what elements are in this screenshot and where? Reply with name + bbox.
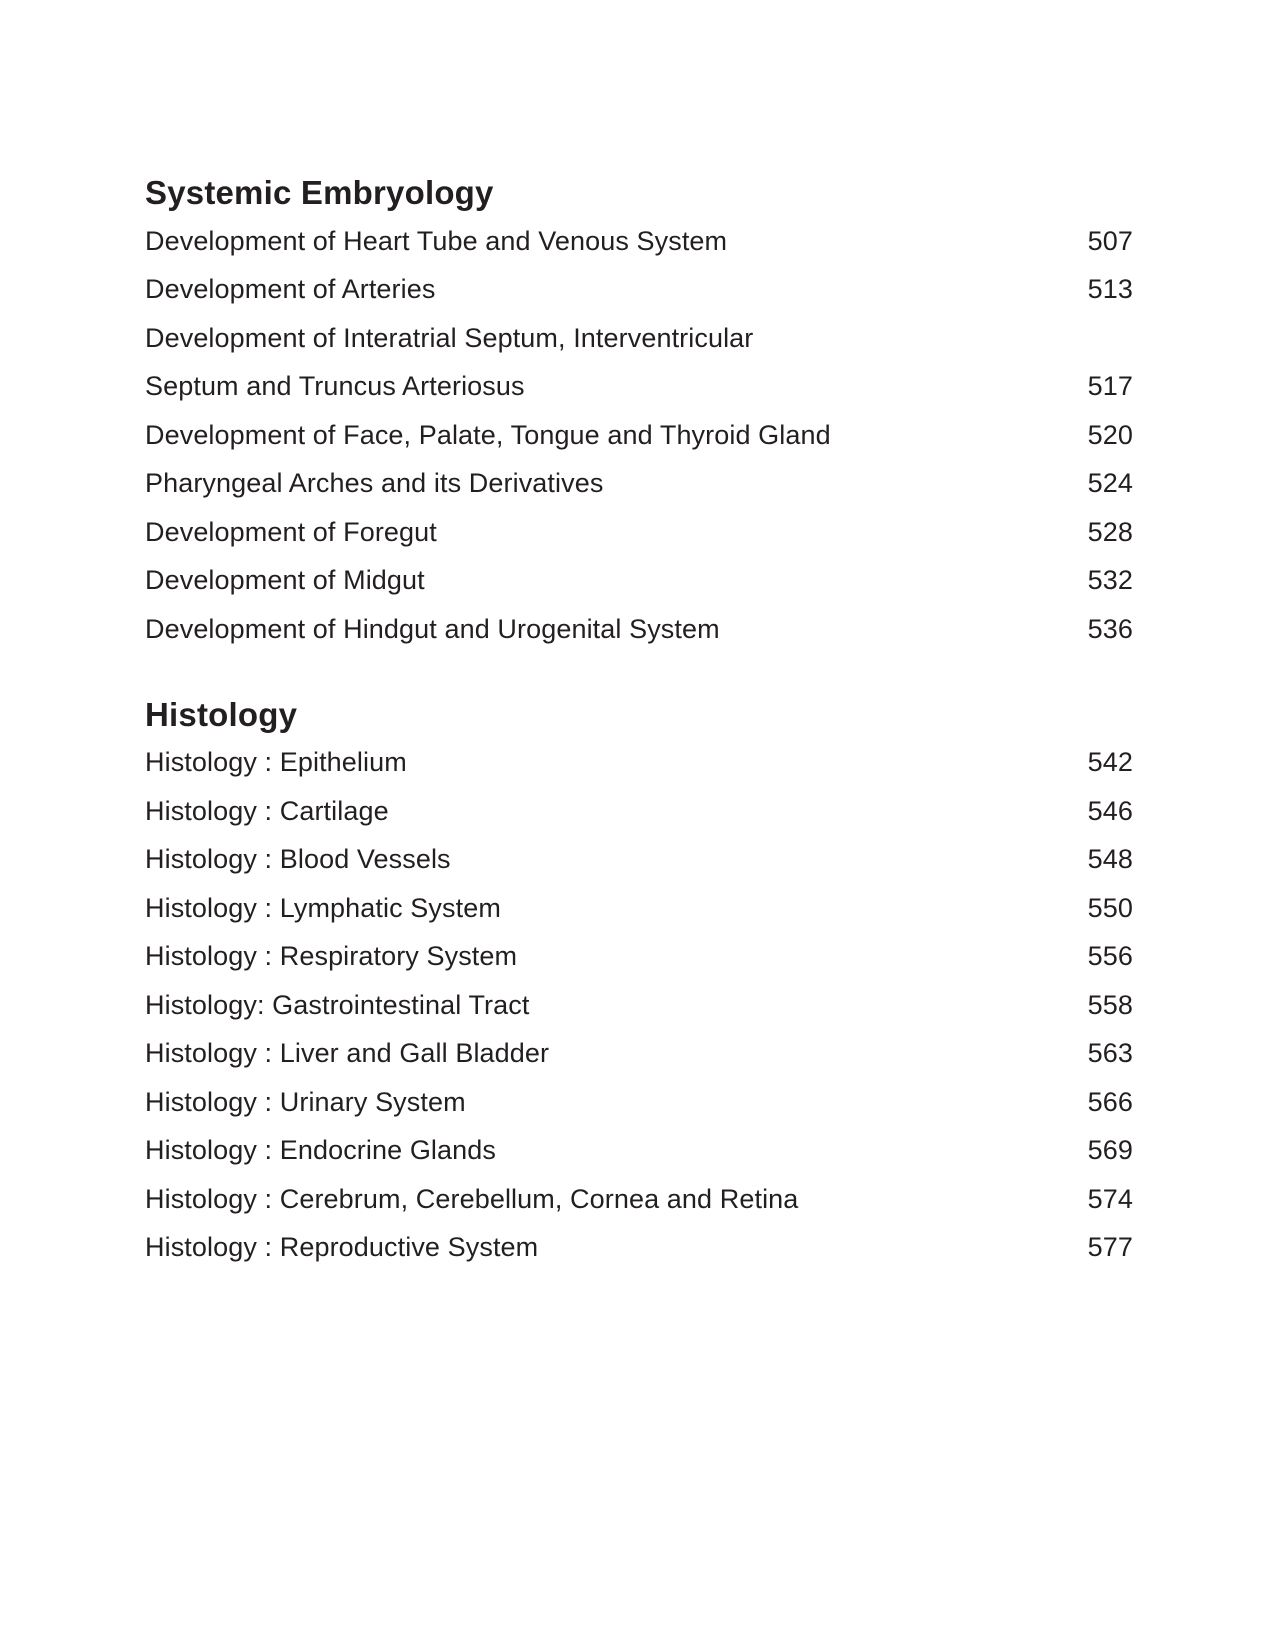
toc-entry-row [145,605,1133,654]
entry-title: Development of Arteries [145,274,436,305]
entry-page: 520 [1087,419,1133,450]
entry-page: 556 [1087,941,1133,972]
toc [145,169,1133,1272]
entry-page: 546 [1087,795,1133,826]
toc-entry-row [145,411,1133,460]
entry-title: Histology : Lymphatic System [145,892,501,923]
entry-title: Histology : Reproductive System [145,1232,539,1263]
toc-entry-row [145,266,1133,315]
entry-page: 558 [1087,989,1133,1020]
entry-title: Development of Hindgut and Urogenital System [145,613,720,644]
entry-page: 550 [1087,892,1133,923]
entry-title: Septum and Truncus Arteriosus [145,371,525,402]
entry-page: 517 [1087,371,1133,402]
entry-page: 532 [1087,565,1133,596]
entry-title: Development of Foregut [145,516,437,547]
toc-entry-row [145,787,1133,836]
entry-title: Development of Interatrial Septum, Interventricular [145,322,754,353]
toc-entry-row [145,1127,1133,1176]
entry-page: 542 [1087,747,1133,778]
entry-title: Histology : Blood Vessels [145,844,451,875]
toc-section [145,691,1133,1273]
entry-page: 569 [1087,1135,1133,1166]
toc-entry-row [145,217,1133,266]
entry-title: Histology : Cerebrum, Cerebellum, Cornea and Retina [145,1183,799,1214]
toc-entry-row [145,1175,1133,1224]
toc-entry-row [145,363,1133,412]
entry-page: 536 [1087,613,1133,644]
toc-entry-row [145,557,1133,606]
entry-title: Histology : Respiratory System [145,941,518,972]
entry-page: 548 [1087,844,1133,875]
entry-page: 524 [1087,468,1133,499]
entry-title: Pharyngeal Arches and its Derivatives [145,468,604,499]
entry-page: 577 [1087,1232,1133,1263]
toc-entry-row [145,836,1133,885]
toc-entry-row [145,1030,1133,1079]
toc-section [145,169,1133,654]
entry-title: Histology : Epithelium [145,747,407,778]
entry-title: Histology : Endocrine Glands [145,1135,496,1166]
toc-entry-row [145,981,1133,1030]
entry-title: Histology : Cartilage [145,795,389,826]
section-heading: Histology [145,695,298,733]
entry-title: Development of Heart Tube and Venous System [145,225,728,256]
toc-entry-row [145,739,1133,788]
toc-entry-row [145,1224,1133,1273]
entry-title: Development of Midgut [145,565,425,596]
entry-page: 528 [1087,516,1133,547]
toc-entry-row [145,460,1133,509]
entry-title: Histology : Urinary System [145,1086,466,1117]
entry-page: 507 [1087,225,1133,256]
entry-page: 566 [1087,1086,1133,1117]
section-heading: Systemic Embryology [145,174,494,211]
entry-title: Histology : Liver and Gall Bladder [145,1038,550,1069]
section-entries [145,739,1133,1273]
entry-page: 563 [1087,1038,1133,1069]
toc-entry-row [145,1078,1133,1127]
toc-entry-row [145,933,1133,982]
toc-entry-row [145,314,1133,363]
entry-page: 513 [1087,274,1133,305]
toc-entry-row [145,508,1133,557]
toc-entry-row [145,884,1133,933]
entry-page: 574 [1087,1183,1133,1214]
entry-title: Development of Face, Palate, Tongue and Thyroid Gland [145,419,831,450]
entry-title: Histology: Gastrointestinal Tract [145,989,530,1020]
section-entries [145,217,1133,654]
